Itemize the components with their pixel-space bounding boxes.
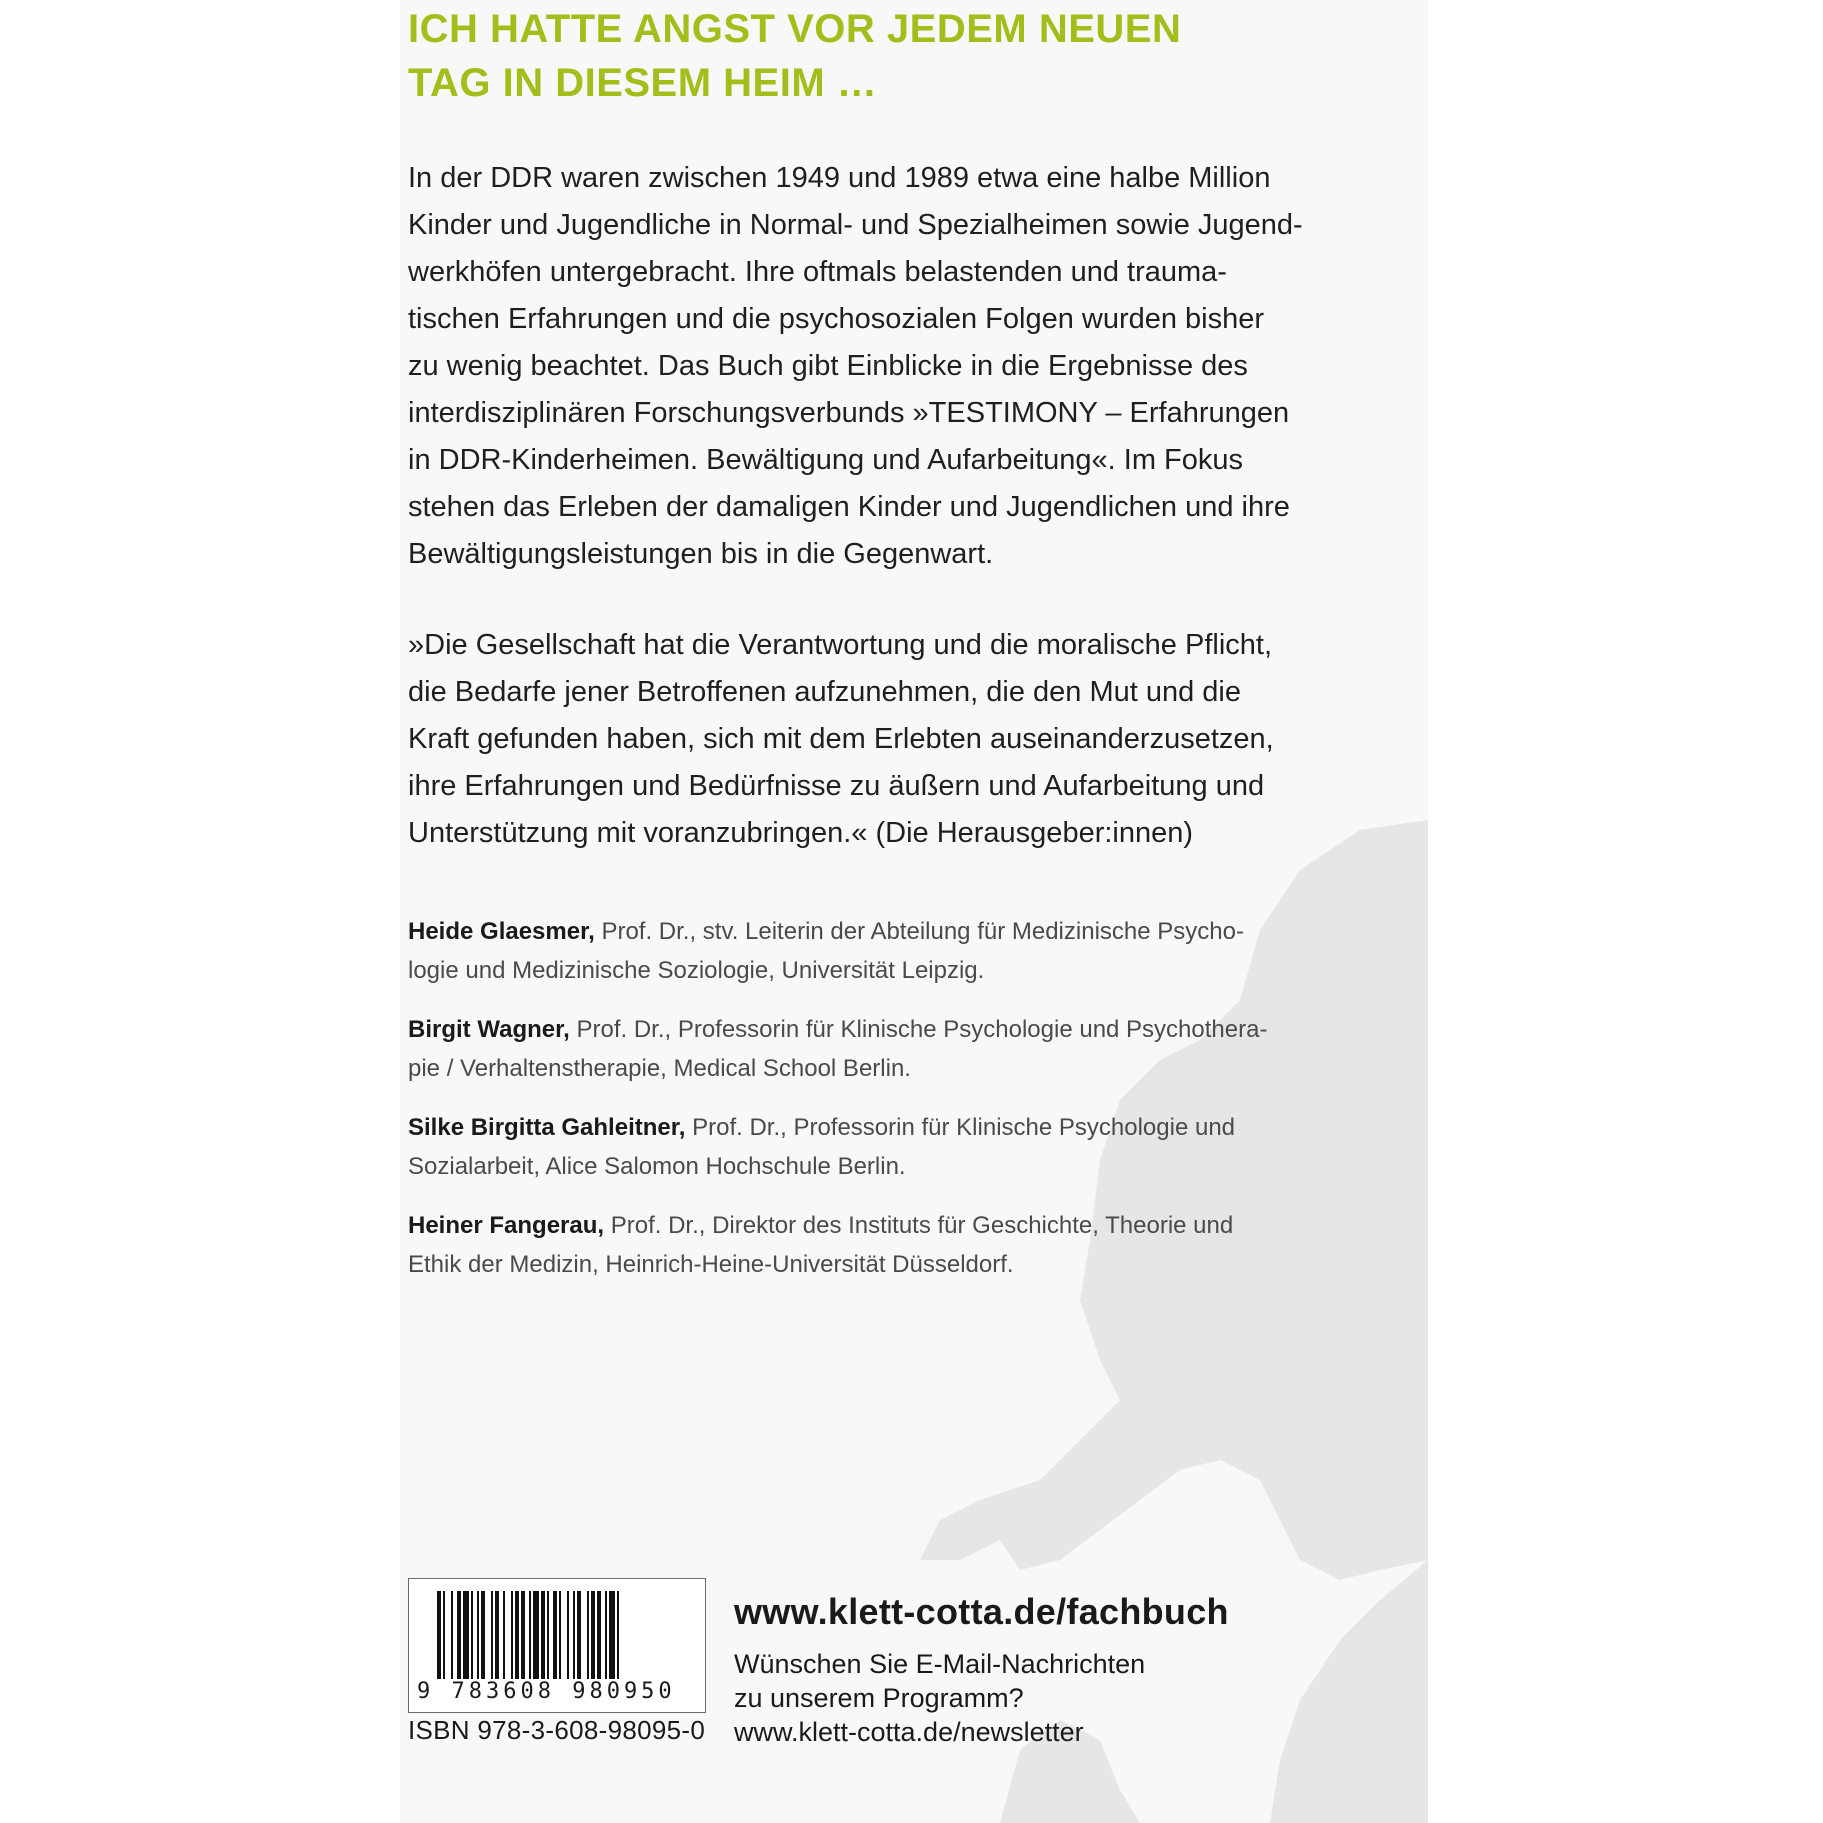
barcode-bar (495, 1591, 499, 1679)
author-name: Silke Birgitta Gahleitner, (408, 1114, 686, 1141)
newsletter-text: Wünschen Sie E-Mail-Nachrichten (734, 1649, 1146, 1679)
author-name: Heiner Fangerau, (408, 1212, 605, 1239)
author-entry (408, 912, 1368, 990)
barcode-bar (529, 1591, 531, 1679)
author-entry (408, 1206, 1368, 1284)
quote-paragraph (408, 622, 1378, 857)
barcode (408, 1578, 706, 1713)
text-line: zu wenig beachtet. Das Buch gibt Einblicke in die Ergebnisse des (408, 350, 1248, 382)
barcode-bar (547, 1591, 549, 1679)
barcode-bar (515, 1591, 519, 1679)
text-line: werkhöfen untergebracht. Ihre oftmals belastenden und trauma- (408, 256, 1227, 288)
barcode-bar (559, 1591, 561, 1679)
barcode-bar (491, 1591, 493, 1679)
author-entry (408, 1010, 1368, 1088)
barcode-bar (567, 1591, 569, 1679)
text-line: Kraft gefunden haben, sich mit dem Erlebten auseinanderzusetzen, (408, 723, 1274, 755)
text-line: ihre Erfahrungen und Bedürfnisse zu äußern und Aufarbeitung und (408, 770, 1265, 802)
barcode-bar (437, 1591, 441, 1679)
author-entry (408, 1108, 1368, 1186)
barcode-bar (577, 1591, 581, 1679)
author-name: Birgit Wagner, (408, 1016, 570, 1043)
text-line: In der DDR waren zwischen 1949 und 1989 etwa eine halbe Million (408, 162, 1271, 194)
text-line: »Die Gesellschaft hat die Verantwortung und die moralische Pflicht, (408, 629, 1273, 661)
barcode-bar (481, 1591, 485, 1679)
barcode-icon (437, 1591, 682, 1679)
barcode-bar (605, 1591, 607, 1679)
newsletter-url-link[interactable]: www.klett-cotta.de/newsletter (734, 1717, 1084, 1747)
author-bio: Ethik der Medizin, Heinrich-Heine-Universität Düsseldorf. (408, 1251, 1014, 1278)
newsletter-text: zu unserem Programm? (734, 1683, 1024, 1713)
back-cover (400, 0, 1428, 1823)
barcode-bar (597, 1591, 601, 1679)
barcode-bar (533, 1591, 539, 1679)
barcode-bar (573, 1591, 575, 1679)
author-bio: logie und Medizinische Soziologie, Universität Leipzig. (408, 957, 985, 984)
barcode-bar (511, 1591, 513, 1679)
barcode-bar (503, 1591, 505, 1679)
text-line: Unterstützung mit voranzubringen.« (Die Herausgeber:innen) (408, 817, 1194, 849)
barcode-bar (463, 1591, 469, 1679)
barcode-bar (457, 1591, 461, 1679)
barcode-bar (471, 1591, 473, 1679)
newsletter-info (734, 1647, 1145, 1749)
author-bio: pie / Verhaltenstherapie, Medical School Berlin. (408, 1055, 911, 1082)
headline-line: ICH HATTE ANGST VOR JEDEM NEUEN (408, 7, 1182, 51)
author-name: Heide Glaesmer, (408, 918, 595, 945)
barcode-bar (617, 1591, 619, 1679)
barcode-bar (477, 1591, 479, 1679)
barcode-bar (609, 1591, 615, 1679)
text-line: stehen das Erleben der damaligen Kinder und Jugendlichen und ihre (408, 491, 1290, 523)
text-line: Bewältigungsleistungen bis in die Gegenwart. (408, 538, 994, 570)
author-bio: Prof. Dr., stv. Leiterin der Abteilung für Medizinische Psycho- (594, 918, 1244, 945)
author-bio: Prof. Dr., Professorin für Klinische Psychologie und Psychothera- (569, 1016, 1268, 1043)
author-bio: Prof. Dr., Direktor des Instituts für Geschichte, Theorie und (604, 1212, 1234, 1239)
barcode-bar (521, 1591, 525, 1679)
barcode-bar (451, 1591, 453, 1679)
barcode-bar (553, 1591, 557, 1679)
barcode-digits: 9 783608 980950 (417, 1679, 676, 1704)
intro-paragraph (408, 155, 1378, 578)
author-bio: Sozialarbeit, Alice Salomon Hochschule Berlin. (408, 1153, 906, 1180)
isbn: ISBN 978-3-608-98095-0 (408, 1715, 706, 1745)
text-line: in DDR-Kinderheimen. Bewältigung und Aufarbeitung«. Im Fokus (408, 444, 1244, 476)
text-line: tischen Erfahrungen und die psychosozialen Folgen wurden bisher (408, 303, 1265, 335)
headline-line: TAG IN DIESEM HEIM … (408, 61, 878, 105)
author-list (408, 912, 1368, 1304)
text-line: Kinder und Jugendliche in Normal- und Spezialheimen sowie Jugend- (408, 209, 1303, 241)
text-line: die Bedarfe jener Betroffenen aufzunehmen, die den Mut und die (408, 676, 1241, 708)
author-bio: Prof. Dr., Professorin für Klinische Psychologie und (685, 1114, 1236, 1141)
barcode-bar (443, 1591, 445, 1679)
text-line: interdisziplinären Forschungsverbunds »TESTIMONY – Erfahrungen (408, 397, 1290, 429)
headline (408, 2, 1308, 110)
barcode-bar (541, 1591, 545, 1679)
barcode-bar (591, 1591, 595, 1679)
publisher-url-link[interactable]: www.klett-cotta.de/fachbuch (734, 1591, 1229, 1632)
barcode-bar (587, 1591, 589, 1679)
